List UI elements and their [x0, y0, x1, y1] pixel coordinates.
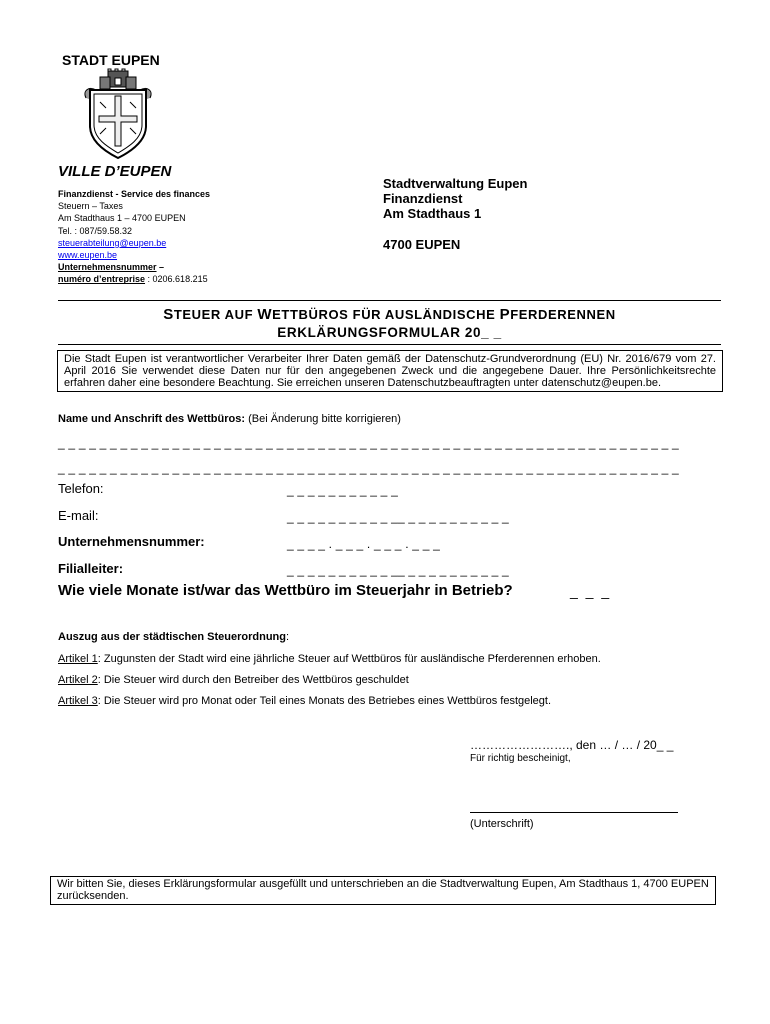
company-no-value: : 0206.618.215 — [145, 274, 208, 285]
place-date-field[interactable]: ……………………., den … / … / 20_ _ — [470, 738, 674, 752]
email-label: E-mail: — [58, 508, 99, 523]
recipient-line-3: Am Stadthaus 1 — [383, 206, 482, 221]
name-address-label-text: Name und Anschrift des Wettbüros: — [58, 413, 246, 425]
article-2 — [58, 674, 409, 686]
article-2-text: : Die Steuer wird durch den Betreiber des Wettbüros geschuldet — [97, 674, 409, 686]
company-no-sep: – — [156, 262, 165, 273]
title-part-c: FERDERENNEN — [510, 307, 616, 322]
article-3-label: Artikel 3 — [58, 695, 98, 707]
sender-phone: Tel. : 087/59.58.32 — [58, 225, 133, 236]
months-field[interactable]: _ _ _ — [570, 583, 612, 599]
title-initial-w: W — [257, 306, 273, 323]
title-initial-s: S — [163, 306, 174, 323]
recipient-line-2: Finanzdienst — [383, 191, 463, 206]
article-3-text: : Die Steuer wird pro Monat oder Teil eines Monats des Betriebes eines Wettbüros festgelegt. — [97, 695, 552, 707]
excerpt-heading-colon: : — [285, 631, 290, 643]
phone-field[interactable]: _ _ _ _ _ _ _ _ _ _ _ — [287, 483, 398, 497]
months-question: Wie viele Monate ist/war das Wettbüro im Steuerjahr in Betrieb? — [58, 582, 513, 599]
title-rule-top — [58, 300, 721, 301]
confirmation-text: Für richtig bescheinigt, — [470, 753, 571, 764]
signature-line[interactable] — [470, 812, 678, 813]
signature-label: (Unterschrift) — [470, 818, 534, 830]
article-2-label: Artikel 2 — [58, 674, 98, 686]
article-3 — [58, 695, 551, 707]
company-no-label-fr: numéro d’entreprise — [58, 274, 146, 285]
sender-block — [58, 188, 298, 286]
coat-of-arms-logo — [82, 68, 154, 160]
ville-name: VILLE D’EUPEN — [58, 163, 172, 180]
form-subtitle: ERKLÄRUNGSFORMULAR 20_ _ — [277, 325, 502, 340]
article-1-label: Artikel 1 — [58, 653, 98, 665]
sender-address: Am Stadthaus 1 – 4700 EUPEN — [58, 213, 186, 224]
name-address-hint: (Bei Änderung bitte korrigieren) — [245, 413, 401, 425]
address-field-line-1[interactable]: _ _ _ _ _ _ _ _ _ _ _ _ _ _ _ _ _ _ _ _ _ _ _ _ _ _ _ _ _ _ _ _ _ _ _ _ _ _ _ _ _ _ _ _ _ _ _ _ _ _ _ _ _ _ _ _ _ _ _ _ — [58, 436, 679, 450]
excerpt-heading-text: Auszug aus der städtischen Steuerordnung — [58, 631, 286, 643]
title-rule-bottom — [58, 344, 721, 345]
sender-email-link[interactable]: steuerabteilung@eupen.be — [58, 237, 167, 248]
branch-manager-field[interactable]: _ _ _ _ _ _ _ _ _ _ __ _ _ _ _ _ _ _ _ _ _ — [287, 563, 509, 577]
excerpt-heading — [58, 631, 289, 643]
company-number-label: Unternehmensnummer: — [58, 534, 205, 549]
address-field-line-2[interactable]: _ _ _ _ _ _ _ _ _ _ _ _ _ _ _ _ _ _ _ _ _ _ _ _ _ _ _ _ _ _ _ _ _ _ _ _ _ _ _ _ _ _ _ _ _ _ _ _ _ _ _ _ _ _ _ _ _ _ _ _ — [58, 461, 679, 475]
phone-label: Telefon: — [58, 481, 104, 496]
title-initial-p: P — [499, 306, 511, 323]
name-address-label — [58, 413, 401, 425]
title-part-a: TEUER AUF — [173, 307, 258, 322]
article-1 — [58, 653, 601, 665]
branch-manager-label: Filialleiter: — [58, 561, 124, 576]
privacy-notice: Die Stadt Eupen ist verantwortlicher Verarbeiter Ihrer Daten gemäß der Datenschutz-Grundverordnung (EU) Nr. 2016/679 vom 27. April 2016 Sie verwendet diese Daten nur für den angegebenen Zweck und die angegebene Dauer. Ihre Persönlichkeitsrechte erfahren daher eine besondere Beachtung. Sie erreichen unseren Datenschutzbeauftragten unter datenschutz@eupen.be. — [57, 350, 723, 392]
form-title — [58, 306, 721, 340]
website-link[interactable]: www.eupen.be — [58, 250, 118, 261]
return-instructions: Wir bitten Sie, dieses Erklärungsformular ausgefüllt und unterschrieben an die Stadtverwaltung Eupen, Am Stadthaus 1, 4700 EUPEN zurücksenden. — [50, 876, 716, 905]
email-field[interactable]: _ _ _ _ _ _ _ _ _ _ __ _ _ _ _ _ _ _ _ _ _ — [287, 510, 509, 524]
town-name: STADT EUPEN — [62, 52, 160, 68]
article-1-text: : Zugunsten der Stadt wird eine jährliche Steuer auf Wettbüros für ausländische Pferderennen erhoben. — [97, 653, 601, 665]
company-no-label-de: Unternehmensnummer — [58, 262, 157, 273]
title-part-b: ETTBÜROS FÜR AUSLÄNDISCHE — [272, 307, 500, 322]
service-name: Finanzdienst - Service des finances — [58, 189, 211, 199]
recipient-line-1: Stadtverwaltung Eupen — [383, 176, 528, 191]
recipient-address — [383, 176, 527, 252]
recipient-line-4: 4700 EUPEN — [383, 237, 461, 252]
company-number-field[interactable]: _ _ _ _ . _ _ _ . _ _ _ . _ _ _ — [287, 537, 440, 551]
taxes-line: Steuern – Taxes — [58, 201, 123, 212]
